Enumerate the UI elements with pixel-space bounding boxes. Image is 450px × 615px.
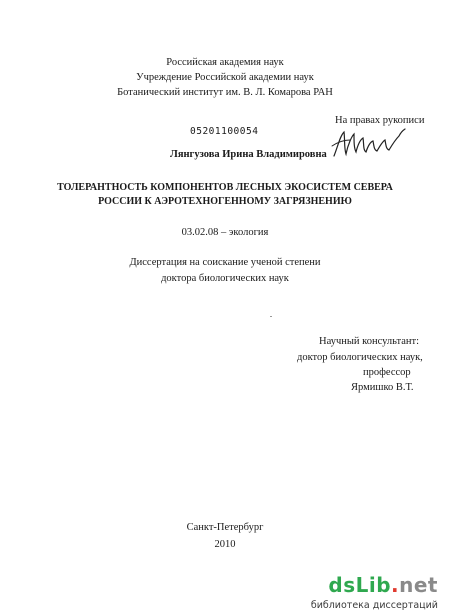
logo-part-dslib: dsLib (328, 573, 392, 597)
year: 2010 (214, 539, 236, 550)
manuscript-rights-note: На правах рукописи (335, 115, 425, 126)
degree-line2: доктора биологических наук (161, 273, 289, 284)
academy-name: Российская академия наук (166, 57, 284, 68)
watermark-subtitle: библиотека диссертаций (310, 600, 438, 611)
catalog-number: 05201100054 (190, 126, 259, 137)
dslib-logo (328, 573, 438, 597)
logo-part-dot: . (391, 573, 400, 597)
consultant-degree: доктор биологических наук, (297, 352, 423, 363)
city: Санкт-Петербург (186, 522, 264, 533)
institute-name: Ботанический институт им. В. Л. Комарова РАН (117, 87, 333, 98)
consultant-rank: профессор (363, 367, 411, 378)
specialty-code: 03.02.08 – экология (181, 227, 269, 238)
author-signature (330, 126, 410, 162)
dissertation-title-line2: РОССИИ К АЭРОТЕХНОГЕННОМУ ЗАГРЯЗНЕНИЮ (98, 196, 352, 207)
institution-name: Учреждение Российской академии наук (136, 72, 314, 83)
scan-speck (270, 316, 272, 317)
consultant-name: Ярмишко В.Т. (351, 382, 414, 393)
degree-line1: Диссертация на соискание ученой степени (129, 257, 321, 268)
consultant-label: Научный консультант: (319, 336, 420, 347)
dissertation-title-line1: ТОЛЕРАНТНОСТЬ КОМПОНЕНТОВ ЛЕСНЫХ ЭКОСИСТЕМ СЕВЕРА (57, 182, 393, 193)
author-name: Лянгузова Ирина Владимировна (170, 149, 327, 160)
logo-part-net: net (399, 573, 438, 597)
